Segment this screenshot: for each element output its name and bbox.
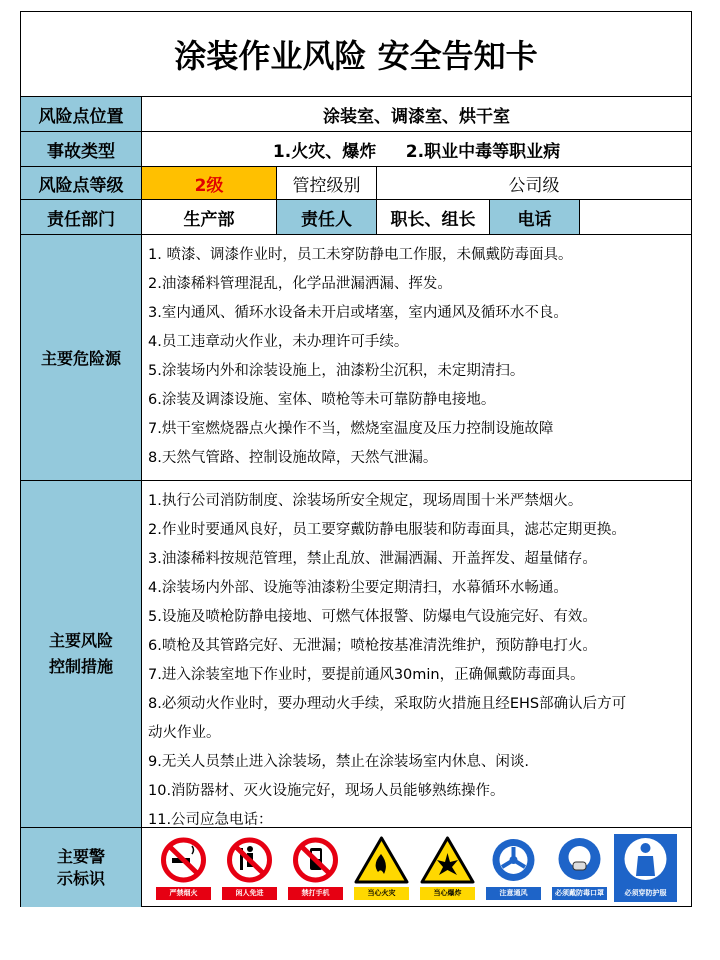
risk-level-value: 2级 (142, 167, 277, 199)
control-item: 6.喷枪及其管路完好、无泄漏；喷枪按基准清洗维护，预防静电打火。 (148, 638, 597, 654)
sign-caption: 必须穿防护服 (624, 889, 667, 897)
dept-value: 生产部 (142, 200, 277, 234)
fire-warning-icon (350, 834, 413, 902)
control-item: 9.无关人员禁止进入涂装场，禁止在涂装场室内休息、闲谈. (148, 754, 529, 770)
location-row (21, 97, 691, 132)
accident-value: 1.火灾、爆炸 2.职业中毒等职业病 (272, 141, 561, 162)
hazard-item: 7.烘干室燃烧器点火操作不当，燃烧室温度及压力控制设施故障 (148, 421, 554, 437)
signs-label-line1: 主要警 (56, 846, 105, 866)
control-item: 11.公司应急电话： (148, 812, 273, 828)
no-smoking-icon (152, 834, 215, 902)
controls-row (21, 481, 691, 828)
sign-caption: 当心爆炸 (433, 889, 462, 897)
signs-row (21, 828, 691, 907)
card-title: 涂装作业风险 安全告知卡 (21, 12, 691, 97)
risk-level-row (21, 167, 691, 200)
gas-mask-icon (548, 834, 611, 902)
control-item: 4.涂装场内外部、设施等油漆粉尘要定期清扫，水幕循环水畅通。 (148, 580, 568, 596)
control-level-value: 公司级 (508, 175, 560, 196)
hazards-list (142, 235, 691, 480)
hazard-item: 1. 喷漆、调漆作业时，员工未穿防静电工作服，未佩戴防毒面具。 (148, 247, 573, 263)
dept-label: 责任部门 (21, 200, 142, 234)
hazards-label: 主要危险源 (21, 235, 142, 480)
signs-label-line2: 示标识 (56, 868, 105, 888)
controls-list (142, 481, 691, 827)
person-value: 职长、组长 (377, 200, 490, 234)
hazards-row (21, 235, 691, 481)
controls-label-line1: 主要风险 (48, 631, 113, 650)
person-label: 责任人 (277, 200, 377, 234)
sign-caption: 禁打手机 (301, 889, 330, 897)
hazard-item: 2.油漆稀料管理混乱，化学品泄漏洒漏、挥发。 (148, 276, 452, 292)
signs-label (21, 828, 142, 907)
safety-notice-card (20, 11, 692, 907)
control-item: 2.作业时要通风良好，员工要穿戴防静电服装和防毒面具，滤芯定期更换。 (148, 522, 626, 538)
sign-caption: 严禁烟火 (169, 889, 198, 897)
sign-caption: 当心火灾 (367, 889, 396, 897)
ventilation-icon (482, 834, 545, 902)
responsibility-row (21, 200, 691, 235)
location-label: 风险点位置 (21, 97, 142, 131)
hazard-item: 6.涂装及调漆设施、室体、喷枪等未可靠防静电接地。 (148, 392, 496, 408)
control-item: 7.进入涂装室地下作业时，要提前通风30min，正确佩戴防毒面具。 (148, 667, 585, 683)
controls-label (21, 481, 142, 827)
phone-label: 电话 (490, 200, 580, 234)
control-item: 动火作业。 (148, 725, 221, 741)
control-item: 10.消防器材、灭火设施完好，现场人员能够熟练操作。 (148, 783, 505, 799)
hazard-item: 8.天然气管路、控制设施故障，天然气泄漏。 (148, 450, 438, 466)
no-phone-icon (284, 834, 347, 902)
hazard-item: 4.员工违章动火作业，未办理许可手续。 (148, 334, 409, 350)
no-entry-icon (218, 834, 281, 902)
explosion-warning-icon (416, 834, 479, 902)
accident-label: 事故类型 (21, 132, 142, 166)
hazard-item: 5.涂装场内外和涂装设施上，油漆粉尘沉积，未定期清扫。 (148, 363, 525, 379)
sign-caption: 注意通风 (499, 889, 528, 897)
control-item: 8.必须动火作业时，要办理动火手续，采取防火措施且经EHS部确认后方可 (148, 696, 627, 712)
hazard-item: 3.室内通风、循环水设备未开启或堵塞，室内通风及循环水不良。 (148, 305, 568, 321)
sign-caption: 闲人免进 (235, 889, 264, 897)
phone-value (580, 200, 691, 234)
controls-label-line2: 控制措施 (48, 657, 113, 676)
accident-row (21, 132, 691, 167)
control-level-label: 管控级别 (277, 167, 377, 199)
sign-caption: 必须戴防毒口罩 (555, 889, 604, 897)
risk-level-label: 风险点等级 (21, 167, 142, 199)
control-item: 1.执行公司消防制度、涂装场所安全规定，现场周围十米严禁烟火。 (148, 493, 583, 509)
control-item: 3.油漆稀料按规范管理，禁止乱放、泄漏洒漏、开盖挥发、超量储存。 (148, 551, 597, 567)
control-item: 5.设施及喷枪防静电接地、可燃气体报警、防爆电气设施完好、有效。 (148, 609, 597, 625)
protective-suit-icon (614, 834, 677, 902)
signs-strip (142, 828, 691, 907)
location-value: 涂装室、调漆室、烘干室 (323, 106, 510, 127)
